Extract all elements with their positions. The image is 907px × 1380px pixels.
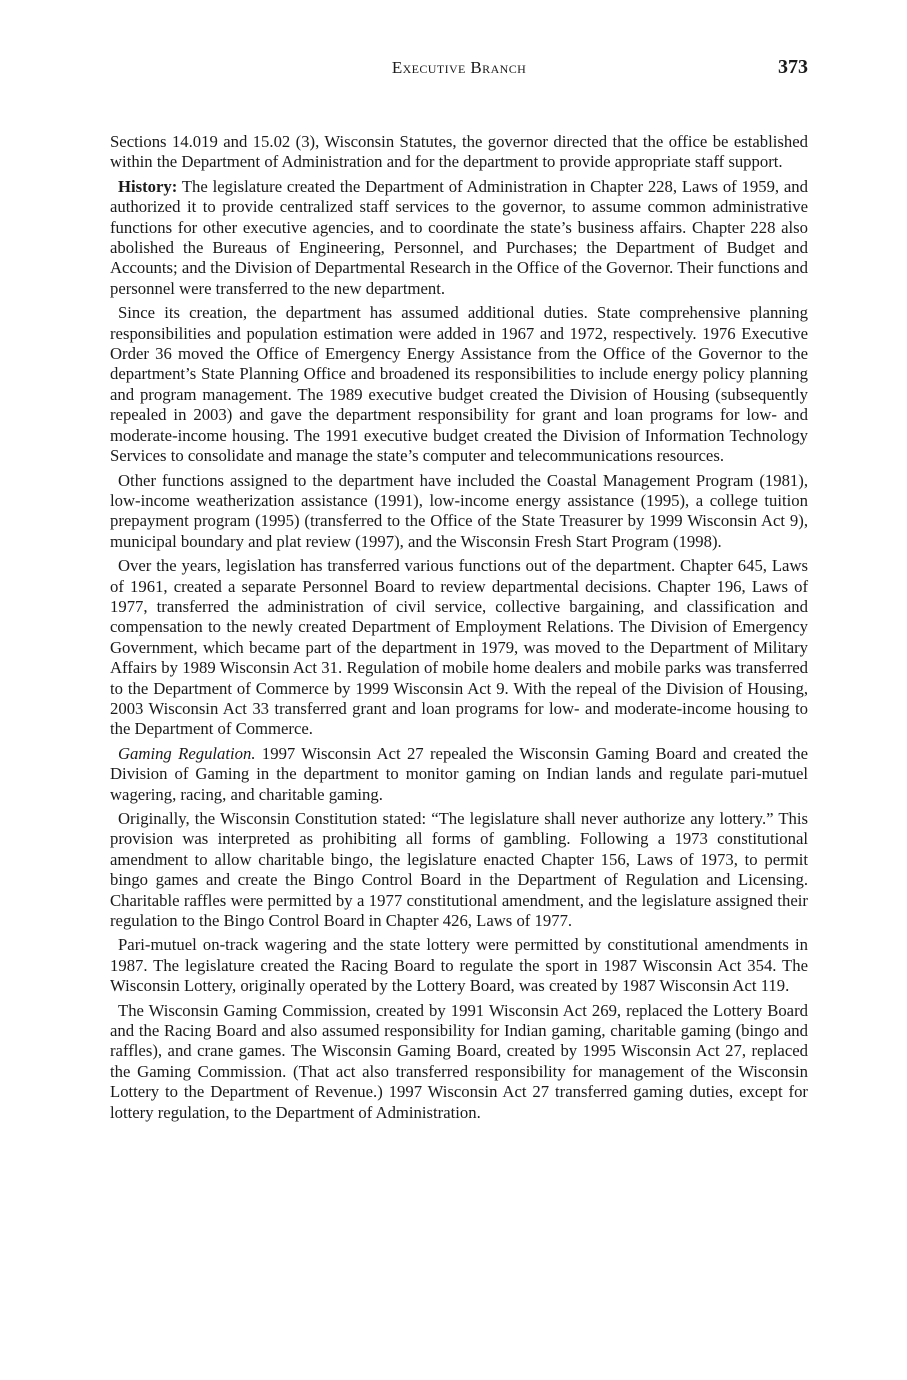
paragraph-gaming-regulation [110,744,808,805]
paragraph-text: The legislature created the Department of Administration in Chapter 228, Laws of 1959, and authorized it to provide centralized staff services to the governor, to assume common administrative functions for other executive agencies, and to coordinate the state’s business affairs. Chapter 228 also abolished the Bureaus of Engineering, Personnel, and Purchases; the Department of Budget and Accounts; and the Division of Departmental Research in the Office of the Governor. Their functions and personnel were transferred to the new department. [110,176,808,298]
paragraph-text: 1997 Wisconsin Act 27 repealed the Wisconsin Gaming Board and created the Division of Gaming in the department to monitor gaming on Indian lands and regulate pari-mutuel wagering, racing, and charitable gaming. [110,743,809,804]
paragraph [110,471,808,553]
paragraph-text: Sections 14.019 and 15.02 (3), Wisconsin Statutes, the governor directed that the office be established within the Department of Administration and for the department to provide appropriate staff support. [110,132,808,172]
paragraph-text: Over the years, legislation has transferred various functions out of the department. Chapter 645, Laws of 1961, created a separate Personnel Board to review departmental decisions. Chapter 196, Laws of 1977, transferred the administration of civil service, collective bargaining, and classification and compensation to the newly created Department of Employment Relations. The Division of Emergency Government, which became part of the department in 1979, was moved to the Department of Military Affairs by 1989 Wisconsin Act 31. Regulation of mobile home dealers and mobile parks was transferred to the Department of Commerce by 1999 Wisconsin Act 9. With the repeal of the Division of Housing, 2003 Wisconsin Act 33 transferred grant and loan programs for low- and moderate-income housing to the Department of Commerce. [110,556,808,739]
paragraph-text: Pari-mutuel on-track wagering and the state lottery were permitted by constitutional amendments in 1987. The legislature created the Racing Board to regulate the sport in 1987 Wisconsin Act 354. The Wisconsin Lottery, originally operated by the Lottery Board, was created by 1987 Wisconsin Act 119. [110,935,808,996]
paragraph-text: Since its creation, the department has assumed additional duties. State comprehensive planning responsibilities and population estimation were added in 1967 and 1972, respectively. 1976 Executive Order 36 moved the Office of Emergency Energy Assistance from the Office of the Governor to the department’s State Planning Office and broadened its responsibilities to include energy policy planning and program management. The 1989 executive budget created the Division of Housing (subsequently repealed in 2003) and gave the department responsibility for grant and loan programs for low- and moderate-income housing. The 1991 executive budget created the Division of Information Technology Services to consolidate and manage the state’s computer and telecommunications resources. [110,303,808,466]
running-title: Executive Branch [391,58,527,77]
paragraph [110,303,808,466]
body-text [110,132,808,1127]
paragraph [110,809,808,931]
paragraph-lead-gaming-regulation: Gaming Regulation. [118,743,256,763]
paragraph [110,1001,808,1123]
page-number: 373 [778,56,808,78]
paragraph-text: The Wisconsin Gaming Commission, created by 1991 Wisconsin Act 269, replaced the Lottery Board and the Racing Board and also assumed responsibility for Indian gaming, charitable gaming (bingo and raffles), and crane games. The Wisconsin Gaming Board, created by 1995 Wisconsin Act 27, replaced the Gaming Commission. (That act also transferred responsibility for management of the Wisconsin Lottery to the Department of Revenue.) 1997 Wisconsin Act 27 transferred gaming duties, except for lottery regulation, to the Department of Administration. [110,1000,808,1122]
paragraph-continuation [110,132,808,173]
paragraph-history [110,177,808,299]
paragraph [110,556,808,740]
paragraph [110,935,808,996]
paragraph-text: Originally, the Wisconsin Constitution stated: “The legislature shall never authorize any lottery.” This provision was interpreted as prohibiting all forms of gambling. Following a 1973 constitutional amendment to allow charitable bingo, the legislature enacted Chapter 156, Laws of 1973, to permit bingo games and create the Bingo Control Board in the Department of Regulation and Licensing. Charitable raffles were permitted by a 1977 constitutional amendment, and the legislature assigned their regulation to the Bingo Control Board in Chapter 426, Laws of 1977. [110,809,808,931]
paragraph-lead-history: History: [118,176,178,196]
running-head [110,56,808,80]
paragraph-text: Other functions assigned to the department have included the Coastal Management Program (1981), low-income weatherization assistance (1991), low-income energy assistance (1995), a college tuition prepayment program (1995) (transferred to the Office of the State Treasurer by 1999 Wisconsin Act 9), municipal boundary and plat review (1997), and the Wisconsin Fresh Start Program (1998). [110,470,808,551]
